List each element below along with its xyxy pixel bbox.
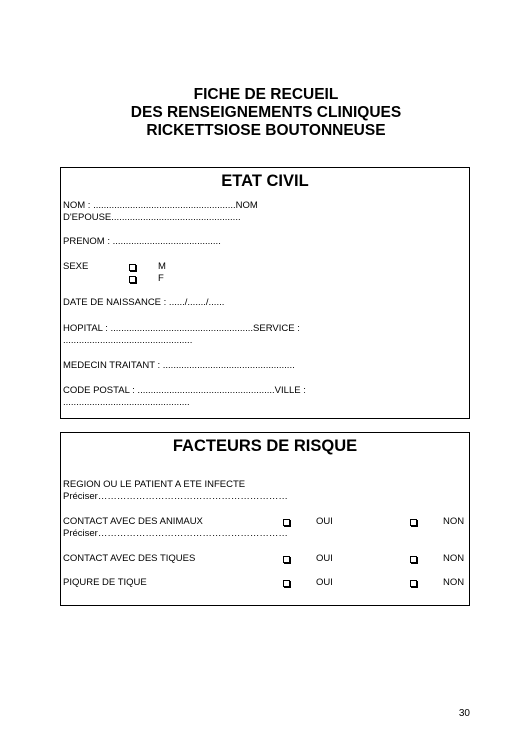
sexe-m-checkbox[interactable] xyxy=(129,264,136,271)
piqure-oui-label: OUI xyxy=(316,577,333,588)
medecin-field[interactable]: MEDECIN TRAITANT : .................................................. xyxy=(63,360,295,371)
tiques-oui-label: OUI xyxy=(316,553,333,564)
page-number: 30 xyxy=(458,708,470,719)
sexe-f-checkbox[interactable] xyxy=(129,276,136,283)
date-naissance-field[interactable]: DATE DE NAISSANCE : ....../......./...... xyxy=(63,297,225,308)
piqure-non-checkbox[interactable] xyxy=(410,580,417,587)
piqure-non-label: NON xyxy=(443,577,465,588)
service-field[interactable]: ................................................. xyxy=(63,335,193,346)
title-line-2: DES RENSEIGNEMENTS CLINIQUES xyxy=(130,104,402,121)
animaux-oui-label: OUI xyxy=(316,516,333,527)
animaux-oui-checkbox[interactable] xyxy=(283,519,290,526)
title-line-3: RICKETTSIOSE BOUTONNEUSE xyxy=(146,122,386,139)
region-preciser-field[interactable]: Préciser…………………………………………………… xyxy=(63,491,288,502)
contact-animaux-label: CONTACT AVEC DES ANIMAUX xyxy=(63,516,203,527)
sexe-m-label: M xyxy=(158,261,166,272)
tiques-oui-checkbox[interactable] xyxy=(283,556,290,563)
facteurs-heading: FACTEURS DE RISQUE xyxy=(172,437,358,455)
sexe-label: SEXE xyxy=(63,261,89,272)
animaux-non-checkbox[interactable] xyxy=(410,519,417,526)
nom-field[interactable]: NOM : ......................................................NOM xyxy=(63,200,258,211)
animaux-non-label: NON xyxy=(443,516,465,527)
piqure-label: PIQURE DE TIQUE xyxy=(63,577,147,588)
piqure-oui-checkbox[interactable] xyxy=(283,580,290,587)
hopital-field[interactable]: HOPITAL : ......................................................SERVICE : xyxy=(63,323,300,334)
contact-tiques-label: CONTACT AVEC DES TIQUES xyxy=(63,553,196,564)
title-line-1: FICHE DE RECUEIL xyxy=(193,86,339,103)
prenom-field[interactable]: PRENOM : ......................................... xyxy=(63,236,221,247)
animaux-preciser-field[interactable]: Préciser…………………………………………………… xyxy=(63,528,288,539)
facteurs-risque-section xyxy=(60,432,470,606)
etat-civil-heading: ETAT CIVIL xyxy=(221,172,309,190)
region-label: REGION OU LE PATIENT A ETE INFECTE xyxy=(63,479,246,490)
sexe-f-label: F xyxy=(158,273,164,284)
code-postal-field[interactable]: CODE POSTAL : ....................................................VILLE : xyxy=(63,385,306,396)
ville-field[interactable]: ................................................ xyxy=(63,397,190,408)
tiques-non-label: NON xyxy=(443,553,465,564)
nom-epouse-field[interactable]: D'EPOUSE................................................. xyxy=(63,212,241,223)
form-title xyxy=(0,86,532,140)
etat-civil-section xyxy=(60,167,470,419)
tiques-non-checkbox[interactable] xyxy=(410,556,417,563)
